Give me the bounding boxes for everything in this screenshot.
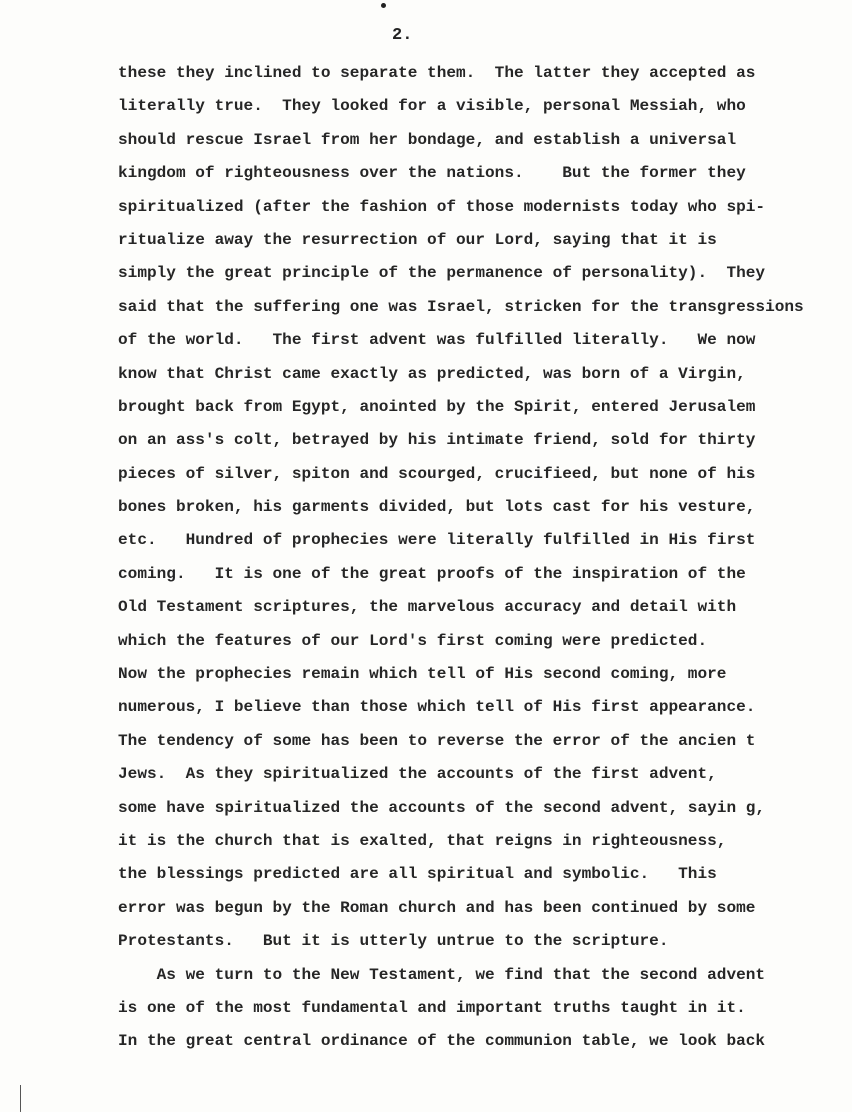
text-line: these they inclined to separate them. The latter they accepted as [118, 64, 756, 82]
text-line: Jews. As they spiritualized the accounts of the first advent, [118, 765, 717, 784]
text-line: In the great central ordinance of the communion table, we look back [118, 1032, 766, 1051]
text-line: As we turn to the New Testament, we find that the second advent [118, 965, 766, 984]
text-line: Protestants. But it is utterly untrue to the scripture. [118, 932, 669, 951]
punch-mark [381, 3, 386, 8]
text-line: literally true. They looked for a visible, personal Messiah, who [118, 97, 746, 116]
text-line: know that Christ came exactly as predicted, was born of a Virgin, [118, 364, 746, 383]
page-corner-edge [0, 1085, 21, 1112]
text-line: is one of the most fundamental and important truths taught in it. [118, 998, 746, 1017]
text-line: bones broken, his garments divided, but lots cast for his vesture, [118, 498, 756, 517]
body-text [118, 61, 804, 1063]
text-line: numerous, I believe than those which tell of His first appearance. [118, 698, 756, 717]
text-line: etc. Hundred of prophecies were literally fulfilled in His first [118, 531, 756, 550]
text-line: Now the prophecies remain which tell of His second coming, more [118, 665, 727, 684]
page-number: 2. [392, 26, 413, 45]
text-line: of the world. The first advent was fulfilled literally. We now [118, 331, 756, 350]
text-line: some have spiritualized the accounts of the second advent, sayin g, [118, 798, 766, 817]
text-line: on an ass's colt, betrayed by his intimate friend, sold for thirty [118, 431, 756, 450]
text-line: spiritualized (after the fashion of those modernists today who spi- [118, 197, 766, 216]
text-line: it is the church that is exalted, that reigns in righteousness, [118, 831, 727, 850]
text-line: simply the great principle of the permanence of personality). They [118, 264, 766, 283]
text-line: ritualize away the resurrection of our Lord, saying that it is [118, 230, 717, 249]
text-line: brought back from Egypt, anointed by the Spirit, entered Jerusalem [118, 397, 756, 416]
text-line: should rescue Israel from her bondage, and establish a universal [118, 130, 737, 149]
text-line: kingdom of righteousness over the nations. But the former they [118, 164, 746, 183]
text-line: said that the suffering one was Israel, stricken for the transgressions [118, 297, 804, 316]
text-line: Old Testament scriptures, the marvelous accuracy and detail with [118, 598, 737, 617]
text-line: which the features of our Lord's first coming were predicted. [118, 631, 708, 650]
text-line: error was begun by the Roman church and has been continued by some [118, 898, 756, 917]
text-line: The tendency of some has been to reverse the error of the ancien t [118, 731, 756, 750]
text-line: pieces of silver, spiton and scourged, crucifieed, but none of his [118, 464, 756, 483]
text-line: the blessings predicted are all spiritual and symbolic. This [118, 865, 717, 884]
text-line: coming. It is one of the great proofs of the inspiration of the [118, 564, 746, 583]
